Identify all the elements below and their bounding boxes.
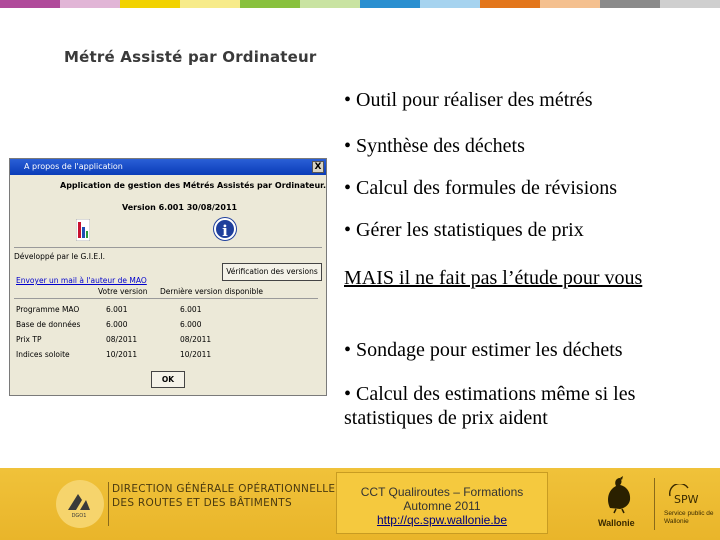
spw-label: SPW	[674, 493, 699, 506]
mail-author-link[interactable]: Envoyer un mail à l'auteur de MAO	[16, 276, 147, 285]
row-latest-version: 08/2011	[180, 335, 212, 344]
strip-segment	[660, 0, 720, 8]
bullet-item: • Sondage pour estimer les déchets	[344, 339, 623, 361]
table-row	[14, 350, 318, 362]
bullet-item: • Calcul des formules de révisions	[344, 177, 618, 199]
row-latest-version: 6.000	[180, 320, 202, 329]
about-dialog	[9, 158, 327, 396]
wallonie-rooster-icon	[598, 474, 638, 514]
strip-segment	[0, 0, 60, 8]
dialog-titlebar[interactable]	[10, 159, 326, 175]
divider	[14, 298, 318, 299]
spw-subtitle: Service public de Wallonie	[664, 510, 714, 525]
close-button[interactable]: X	[312, 161, 324, 173]
top-color-strip	[0, 0, 720, 8]
dialog-title: A propos de l'application	[24, 162, 123, 171]
row-your-version: 08/2011	[106, 335, 138, 344]
strip-segment	[120, 0, 180, 8]
training-info-box	[336, 472, 548, 534]
table-header: Votre version	[98, 287, 148, 296]
divider	[108, 482, 109, 526]
row-your-version: 6.001	[106, 305, 128, 314]
training-session: Automne 2011	[403, 499, 481, 513]
info-icon: i	[214, 218, 236, 240]
warning-text: MAIS il ne fait pas l’étude pour vous	[344, 267, 643, 289]
row-latest-version: 6.001	[180, 305, 202, 314]
strip-segment	[240, 0, 300, 8]
verify-versions-button[interactable]: Vérification des versions	[222, 263, 322, 281]
strip-segment	[600, 0, 660, 8]
ok-button[interactable]: OK	[151, 371, 185, 388]
strip-segment	[420, 0, 480, 8]
spw-logo-icon	[666, 484, 706, 508]
strip-segment	[60, 0, 120, 8]
dgo-logo-icon	[64, 488, 94, 518]
strip-segment	[540, 0, 600, 8]
app-version: Version 6.001 30/08/2011	[122, 203, 238, 212]
row-label: Prix TP	[16, 335, 42, 344]
dgo-name	[112, 482, 335, 510]
qc-website-link[interactable]: http://qc.spw.wallonie.be	[376, 513, 508, 527]
table-row	[14, 305, 318, 317]
divider	[14, 247, 322, 248]
table-row	[14, 320, 318, 332]
strip-segment	[480, 0, 540, 8]
row-latest-version: 10/2011	[180, 350, 212, 359]
slide-title: Métré Assisté par Ordinateur	[64, 48, 317, 66]
bullet-item: • Gérer les statistiques de prix	[344, 219, 584, 241]
dgo-line: DES ROUTES ET DES BÂTIMENTS	[112, 497, 292, 509]
strip-segment	[360, 0, 420, 8]
dgo-badge: DGO1	[71, 513, 87, 518]
row-label: Indices soloite	[16, 350, 70, 359]
row-label: Base de données	[16, 320, 81, 329]
bullet-item: • Outil pour réaliser des métrés	[344, 89, 593, 111]
bullet-item: • Calcul des estimations même si les statistiques de prix aident	[344, 383, 636, 429]
divider	[654, 478, 655, 530]
bullet-item: • Synthèse des déchets	[344, 135, 525, 157]
row-label: Programme MAO	[16, 305, 80, 314]
strip-segment	[300, 0, 360, 8]
row-your-version: 6.000	[106, 320, 128, 329]
developer-label: Développé par le G.I.E.I.	[14, 252, 106, 261]
table-row	[14, 335, 318, 347]
wallonie-label: Wallonie	[598, 518, 635, 528]
training-title: CCT Qualiroutes – Formations	[360, 485, 524, 499]
table-header: Dernière version disponible	[160, 287, 263, 296]
app-name: Application de gestion des Métrés Assistés par Ordinateur.	[60, 181, 327, 190]
row-your-version: 10/2011	[106, 350, 138, 359]
app-logo-icon	[76, 219, 90, 241]
strip-segment	[180, 0, 240, 8]
dgo-line: DIRECTION GÉNÉRALE OPÉRATIONNELLE	[112, 483, 336, 495]
